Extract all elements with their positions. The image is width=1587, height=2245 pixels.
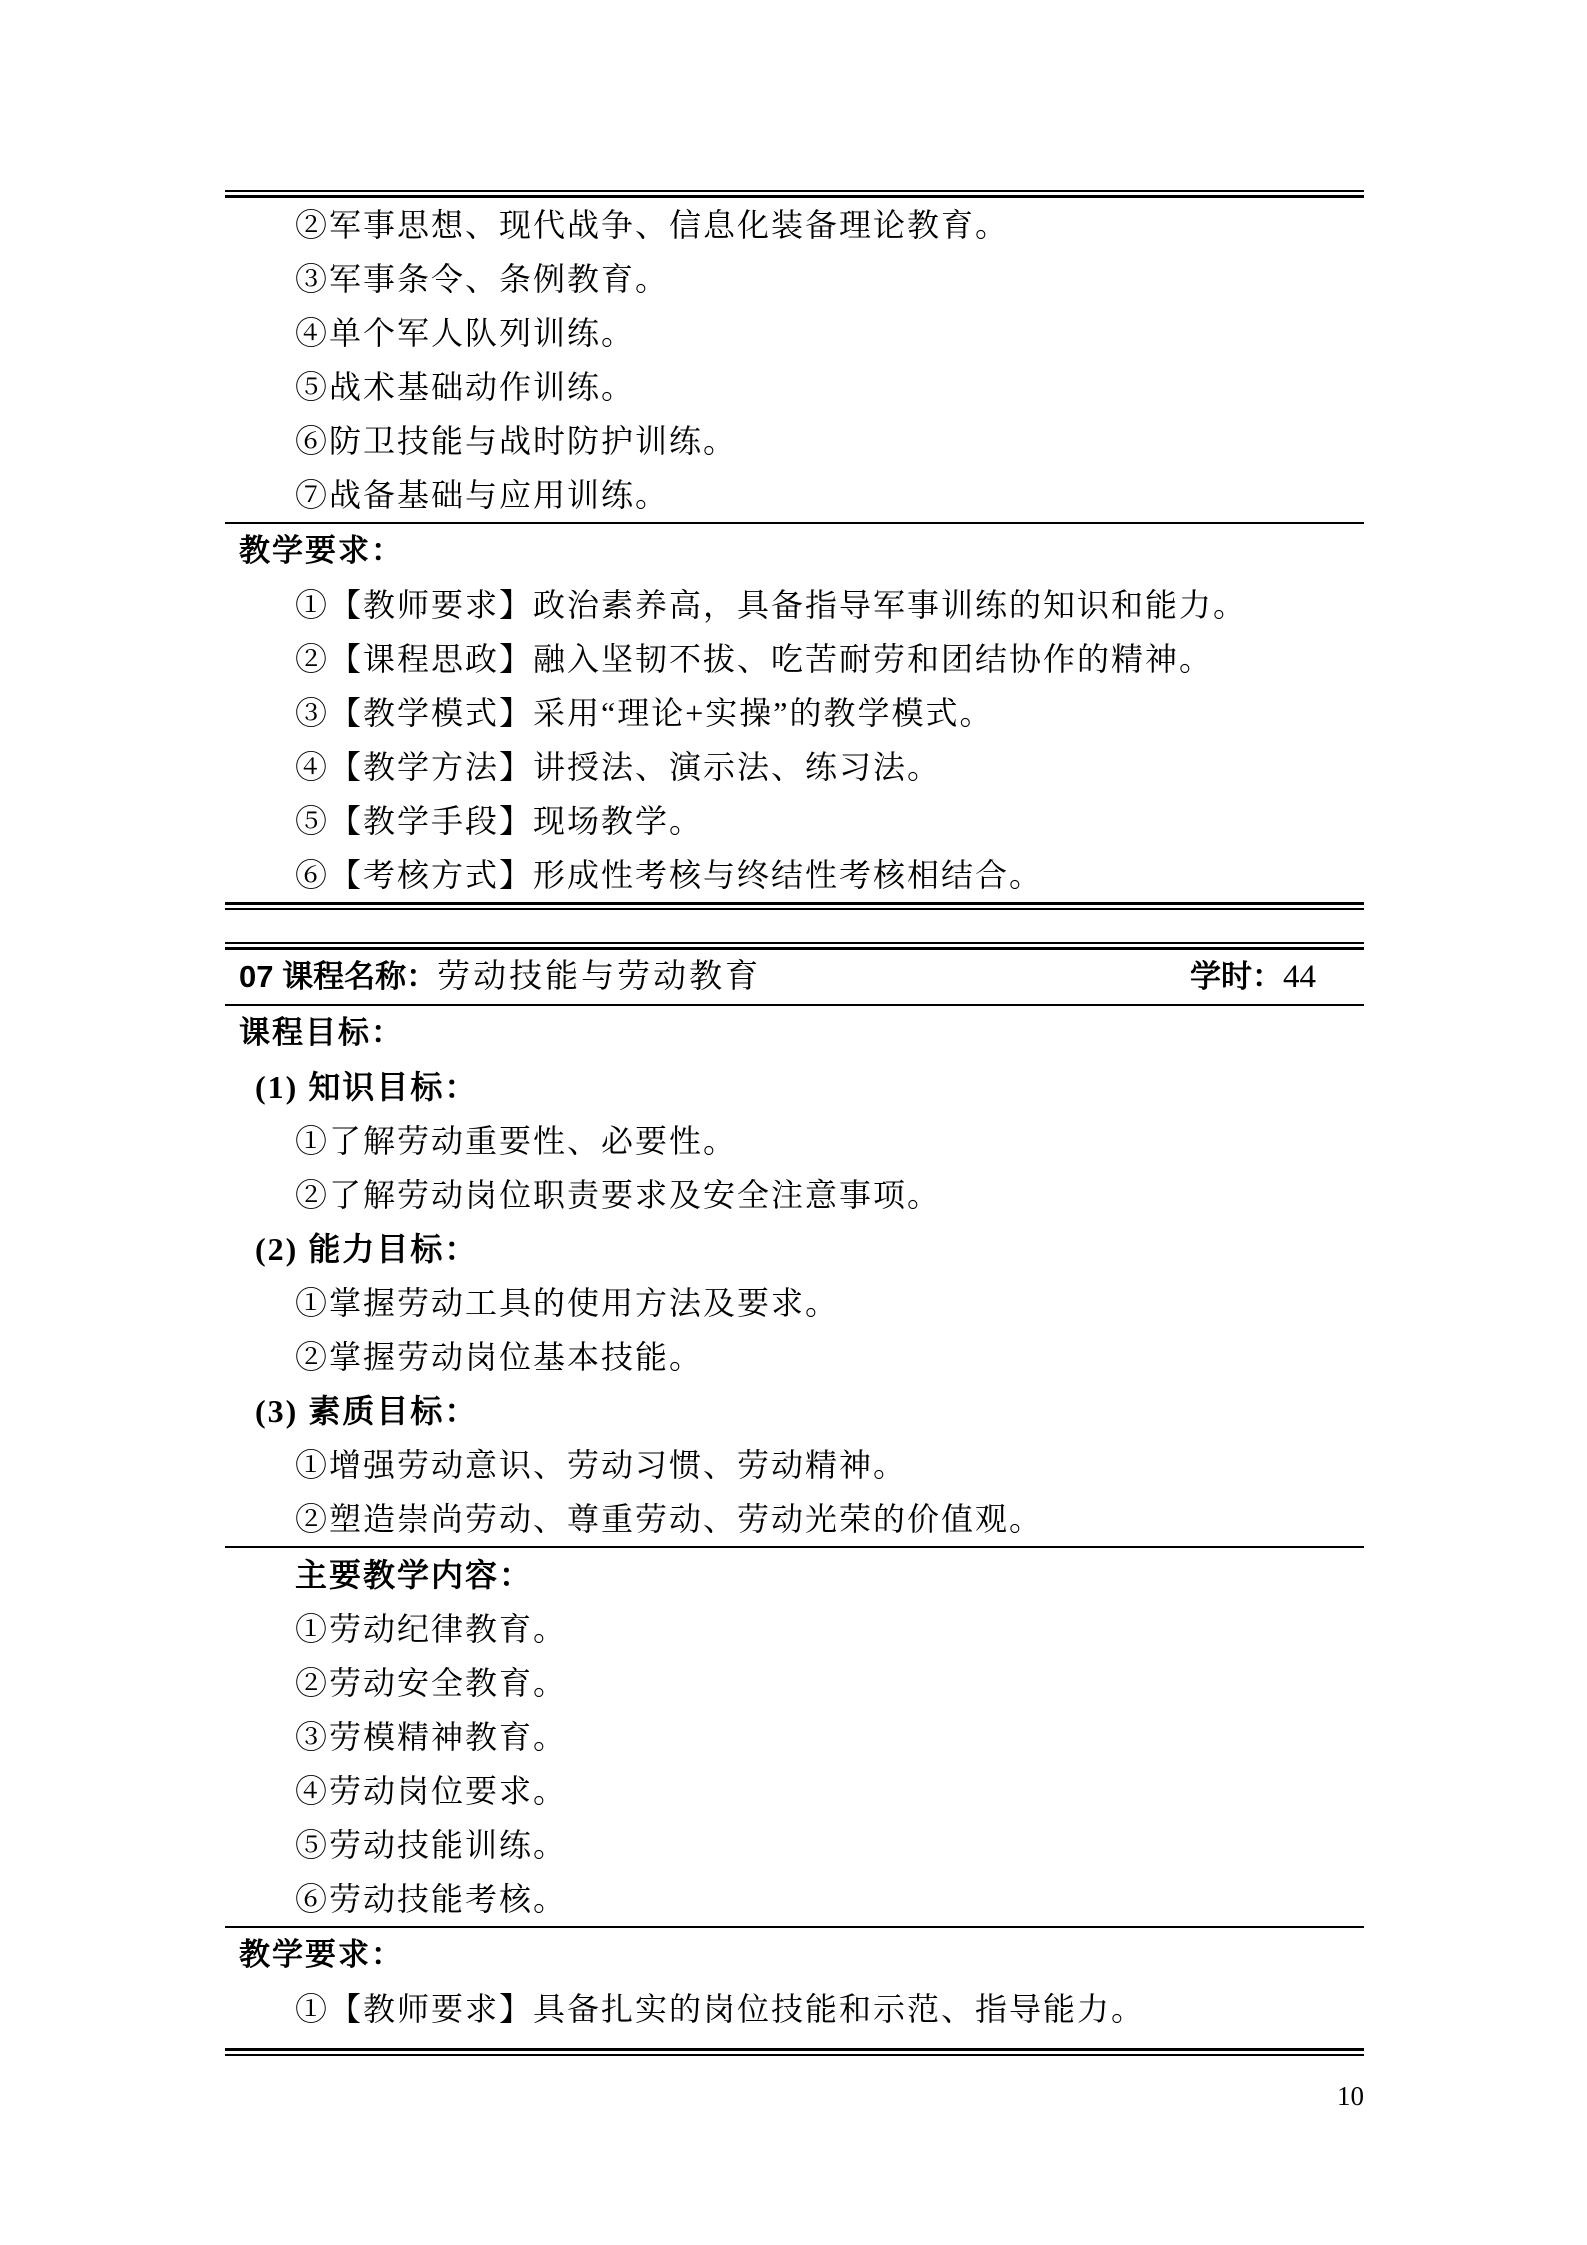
teaching-content-item: ④劳动岗位要求。 bbox=[295, 1773, 568, 1809]
page-content bbox=[225, 190, 1364, 2116]
course-content-item: ⑥防卫技能与战时防护训练。 bbox=[295, 423, 738, 459]
course-hours-label: 学时： bbox=[1190, 959, 1283, 994]
objective-group-heading: (1) 知识目标： bbox=[255, 1069, 479, 1105]
teaching-requirement-item: ①【教师要求】具备扎实的岗位技能和示范、指导能力。 bbox=[295, 1991, 1146, 2027]
teaching-requirement-item: ⑥【考核方式】形成性考核与终结性考核相结合。 bbox=[295, 857, 1044, 893]
objective-group-heading: (2) 能力目标： bbox=[255, 1231, 479, 1267]
teaching-content-item: ②劳动安全教育。 bbox=[295, 1665, 568, 1701]
course-title bbox=[225, 950, 761, 1004]
teaching-requirement-item: ①【教师要求】政治素养高，具备指导军事训练的知识和能力。 bbox=[295, 587, 1248, 623]
table-gap bbox=[225, 910, 1364, 942]
teaching-content-item: ⑥劳动技能考核。 bbox=[295, 1881, 568, 1917]
course-content-item: ⑤战术基础动作训练。 bbox=[295, 369, 636, 405]
teaching-requirements-heading: 教学要求： bbox=[239, 533, 404, 568]
objective-item: ①增强劳动意识、劳动习惯、劳动精神。 bbox=[295, 1447, 908, 1483]
course-name: 劳动技能与劳动教育 bbox=[437, 959, 762, 995]
course-hours bbox=[1190, 950, 1316, 1004]
objective-item: ①掌握劳动工具的使用方法及要求。 bbox=[295, 1285, 840, 1321]
course-objectives-heading: 课程目标： bbox=[239, 1015, 404, 1050]
objective-item: ②了解劳动岗位职责要求及安全注意事项。 bbox=[295, 1177, 942, 1213]
objective-item: ②塑造崇尚劳动、尊重劳动、劳动光荣的价值观。 bbox=[295, 1501, 1044, 1537]
teaching-requirement-item: ③【教学模式】采用“理论+实操”的教学模式。 bbox=[295, 695, 994, 731]
course-07-header-row bbox=[225, 950, 1364, 1004]
table-top-double-rule bbox=[225, 942, 1364, 950]
objective-group-heading: (3) 素质目标： bbox=[255, 1393, 479, 1429]
objective-item: ②掌握劳动岗位基本技能。 bbox=[295, 1339, 704, 1375]
page-bottom-double-rule bbox=[225, 2048, 1364, 2056]
course-hours-value: 44 bbox=[1283, 959, 1316, 995]
table-top-double-rule bbox=[225, 190, 1364, 198]
teaching-content-item: ⑤劳动技能训练。 bbox=[295, 1827, 568, 1863]
teaching-content-heading: 主要教学内容： bbox=[295, 1557, 534, 1593]
course-content-item: ②军事思想、现代战争、信息化装备理论教育。 bbox=[295, 207, 1010, 243]
table-bottom-double-rule bbox=[225, 902, 1364, 910]
teaching-requirement-item: ④【教学方法】讲授法、演示法、练习法。 bbox=[295, 749, 942, 785]
teaching-requirement-item: ⑤【教学手段】现场教学。 bbox=[295, 803, 704, 839]
page-number: 10 bbox=[1337, 2081, 1364, 2111]
teaching-requirements-heading: 教学要求： bbox=[239, 1937, 404, 1972]
teaching-requirement-item: ②【课程思政】融入坚韧不拔、吃苦耐劳和团结协作的精神。 bbox=[295, 641, 1214, 677]
teaching-content-item: ③劳模精神教育。 bbox=[295, 1719, 568, 1755]
course-content-item: ③军事条令、条例教育。 bbox=[295, 261, 670, 297]
teaching-content-item: ①劳动纪律教育。 bbox=[295, 1611, 568, 1647]
course-content-item: ⑦战备基础与应用训练。 bbox=[295, 477, 670, 513]
course-content-item: ④单个军人队列训练。 bbox=[295, 315, 636, 351]
course-code-label: 07 课程名称： bbox=[239, 959, 438, 994]
objective-item: ①了解劳动重要性、必要性。 bbox=[295, 1123, 738, 1159]
